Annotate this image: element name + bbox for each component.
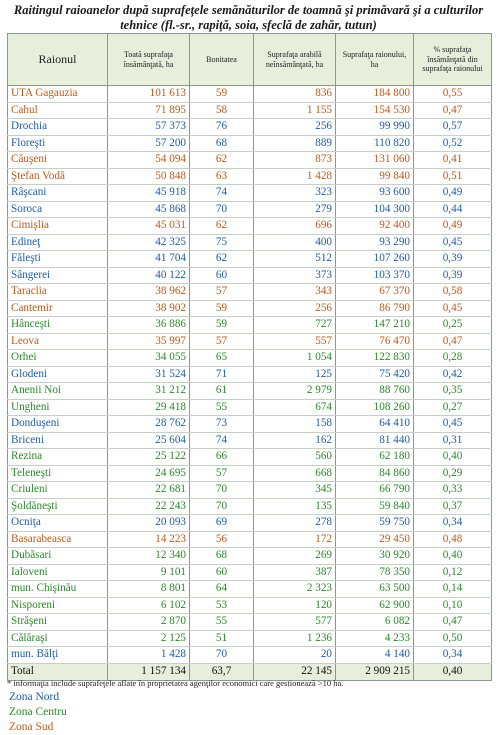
percent-cell: 0,34 (414, 515, 492, 532)
raion-name: Drochia (8, 119, 108, 136)
percent-cell: 0,14 (414, 581, 492, 598)
total-area-cell: 25 604 (108, 432, 190, 449)
raion-area-cell: 81 440 (336, 432, 414, 449)
table-row (8, 317, 492, 334)
unsown-cell: 135 (254, 498, 336, 515)
table-row (8, 614, 492, 631)
percent-cell: 0,10 (414, 597, 492, 614)
raion-name: Edineţ (8, 234, 108, 251)
bonitate-cell: 74 (190, 185, 254, 202)
table-row (8, 102, 492, 119)
table-row (8, 267, 492, 284)
raion-name: Şoldăneşti (8, 498, 108, 515)
unsown-cell: 256 (254, 300, 336, 317)
bonitate-cell: 62 (190, 251, 254, 268)
raion-name: Râşcani (8, 185, 108, 202)
bonitate-cell: 61 (190, 383, 254, 400)
unsown-cell: 172 (254, 531, 336, 548)
total-area-cell: 24 695 (108, 465, 190, 482)
bonitate-cell: 70 (190, 201, 254, 218)
raion-name: Sângerei (8, 267, 108, 284)
unsown-cell: 120 (254, 597, 336, 614)
bonitate-cell: 73 (190, 416, 254, 433)
raion-area-cell: 86 790 (336, 300, 414, 317)
table-row (8, 119, 492, 136)
percent-cell: 0,35 (414, 383, 492, 400)
total-area-cell: 28 762 (108, 416, 190, 433)
percent-cell: 0,49 (414, 185, 492, 202)
total-label: Total (8, 663, 108, 680)
total-area-cell: 36 886 (108, 317, 190, 334)
total-area-cell: 25 122 (108, 449, 190, 466)
unsown-cell: 256 (254, 119, 336, 136)
unsown-cell: 1 054 (254, 350, 336, 367)
unsown-cell: 387 (254, 564, 336, 581)
total-area-cell: 22 243 (108, 498, 190, 515)
percent-cell: 0,51 (414, 168, 492, 185)
table-row (8, 432, 492, 449)
percent-cell: 0,50 (414, 630, 492, 647)
bonitate-cell: 69 (190, 515, 254, 532)
raion-area-cell: 93 600 (336, 185, 414, 202)
unsown-cell: 836 (254, 86, 336, 103)
percent-cell: 0,12 (414, 564, 492, 581)
table-row (8, 597, 492, 614)
unsown-cell: 873 (254, 152, 336, 169)
total-area-cell: 38 962 (108, 284, 190, 301)
table-row (8, 185, 492, 202)
total-area-cell: 9 101 (108, 564, 190, 581)
unsown-cell: 1 155 (254, 102, 336, 119)
bonitate-cell: 55 (190, 399, 254, 416)
unsown-cell: 1 428 (254, 168, 336, 185)
unsown-cell: 2 323 (254, 581, 336, 598)
table-row (8, 234, 492, 251)
unsown-cell: 1 236 (254, 630, 336, 647)
table-row (8, 399, 492, 416)
percent-cell: 0,37 (414, 498, 492, 515)
bonitate-cell: 55 (190, 614, 254, 631)
raion-name: Ungheni (8, 399, 108, 416)
total-area-cell: 31 524 (108, 366, 190, 383)
table-row (8, 531, 492, 548)
raion-area-cell: 6 082 (336, 614, 414, 631)
raion-name: Leova (8, 333, 108, 350)
table-row (8, 515, 492, 532)
bonitate-cell: 68 (190, 548, 254, 565)
raion-area-cell: 75 420 (336, 366, 414, 383)
unsown-cell: 162 (254, 432, 336, 449)
table-row (8, 564, 492, 581)
legend-zona-nord: Zona Nord (9, 691, 60, 703)
bonitate-cell: 74 (190, 432, 254, 449)
percent-cell: 0,40 (414, 548, 492, 565)
raion-name: Briceni (8, 432, 108, 449)
header-row (8, 34, 492, 86)
total-raion-area: 2 909 215 (336, 663, 414, 680)
table-row (8, 498, 492, 515)
bonitate-cell: 59 (190, 317, 254, 334)
table-row (8, 168, 492, 185)
percent-cell: 0,47 (414, 102, 492, 119)
table-row (8, 152, 492, 169)
raion-name: Basarabeasca (8, 531, 108, 548)
total-area-cell: 31 212 (108, 383, 190, 400)
percent-cell: 0,27 (414, 399, 492, 416)
raion-area-cell: 107 260 (336, 251, 414, 268)
header-bonitate: Bonitatea (190, 34, 254, 86)
table-row (8, 251, 492, 268)
bonitate-cell: 65 (190, 350, 254, 367)
percent-cell: 0,45 (414, 234, 492, 251)
table-row (8, 300, 492, 317)
header-percent: % suprafaţa însămânţată din suprafaţa raionului (414, 34, 492, 86)
raion-area-cell: 99 840 (336, 168, 414, 185)
raion-area-cell: 92 400 (336, 218, 414, 235)
raion-area-cell: 59 750 (336, 515, 414, 532)
unsown-cell: 668 (254, 465, 336, 482)
total-area-cell: 101 613 (108, 86, 190, 103)
raion-area-cell: 64 410 (336, 416, 414, 433)
raion-name: Orhei (8, 350, 108, 367)
raion-area-cell: 76 470 (336, 333, 414, 350)
raion-name: Cantemir (8, 300, 108, 317)
raion-area-cell: 78 350 (336, 564, 414, 581)
raion-name: Taraclia (8, 284, 108, 301)
percent-cell: 0,39 (414, 267, 492, 284)
zone-legend (9, 690, 67, 735)
header-raion-area: Suprafaţa raionului, ha (336, 34, 414, 86)
unsown-cell: 2 979 (254, 383, 336, 400)
raion-area-cell: 67 370 (336, 284, 414, 301)
raion-name: Cimişlia (8, 218, 108, 235)
unsown-cell: 557 (254, 333, 336, 350)
raion-area-cell: 88 760 (336, 383, 414, 400)
table-row (8, 383, 492, 400)
unsown-cell: 345 (254, 482, 336, 499)
raion-area-cell: 66 790 (336, 482, 414, 499)
raion-name: Nisporeni (8, 597, 108, 614)
raion-name: Donduşeni (8, 416, 108, 433)
raion-area-cell: 122 830 (336, 350, 414, 367)
table-row (8, 465, 492, 482)
percent-cell: 0,57 (414, 119, 492, 136)
raion-area-cell: 103 370 (336, 267, 414, 284)
total-area-cell: 14 223 (108, 531, 190, 548)
unsown-cell: 343 (254, 284, 336, 301)
raion-area-cell: 154 530 (336, 102, 414, 119)
raion-name: Ialoveni (8, 564, 108, 581)
percent-cell: 0,33 (414, 482, 492, 499)
raion-name: mun. Bălţi (8, 647, 108, 664)
total-area-cell: 57 373 (108, 119, 190, 136)
percent-cell: 0,31 (414, 432, 492, 449)
total-area-cell: 57 200 (108, 135, 190, 152)
percent-cell: 0,41 (414, 152, 492, 169)
percent-cell: 0,52 (414, 135, 492, 152)
total-area-cell: 40 122 (108, 267, 190, 284)
total-area-cell: 45 031 (108, 218, 190, 235)
raion-area-cell: 59 840 (336, 498, 414, 515)
bonitate-cell: 58 (190, 102, 254, 119)
unsown-cell: 323 (254, 185, 336, 202)
raion-area-cell: 99 990 (336, 119, 414, 136)
header-total-area: Toată suprafaţa însămânţată, ha (108, 34, 190, 86)
header-unsown: Suprafaţa arabilă neînsămânţată, ha (254, 34, 336, 86)
total-area-cell: 38 902 (108, 300, 190, 317)
raion-area-cell: 184 800 (336, 86, 414, 103)
raion-name: Teleneşti (8, 465, 108, 482)
bonitate-cell: 66 (190, 449, 254, 466)
unsown-cell: 20 (254, 647, 336, 664)
bonitate-cell: 75 (190, 234, 254, 251)
raion-area-cell: 62 900 (336, 597, 414, 614)
unsown-cell: 889 (254, 135, 336, 152)
bonitate-cell: 51 (190, 630, 254, 647)
table-row (8, 350, 492, 367)
table-row (8, 284, 492, 301)
raion-name: Ştefan Vodă (8, 168, 108, 185)
raion-name: Străşeni (8, 614, 108, 631)
bonitate-cell: 62 (190, 152, 254, 169)
unsown-cell: 125 (254, 366, 336, 383)
raion-area-cell: 30 920 (336, 548, 414, 565)
total-area-cell: 12 340 (108, 548, 190, 565)
raion-area-cell: 63 500 (336, 581, 414, 598)
total-area-cell: 2 125 (108, 630, 190, 647)
raion-area-cell: 147 210 (336, 317, 414, 334)
raion-name: Cahul (8, 102, 108, 119)
bonitate-cell: 70 (190, 498, 254, 515)
total-area-cell: 34 055 (108, 350, 190, 367)
percent-cell: 0,39 (414, 251, 492, 268)
raion-name: mun. Chişinău (8, 581, 108, 598)
percent-cell: 0,40 (414, 449, 492, 466)
raion-name: Căuşeni (8, 152, 108, 169)
total-area-cell: 71 895 (108, 102, 190, 119)
raion-area-cell: 29 450 (336, 531, 414, 548)
raion-name: Glodeni (8, 366, 108, 383)
unsown-cell: 560 (254, 449, 336, 466)
bonitate-cell: 71 (190, 366, 254, 383)
legend-zona-sud: Zona Sud (9, 721, 54, 733)
percent-cell: 0,28 (414, 350, 492, 367)
raion-area-cell: 4 140 (336, 647, 414, 664)
header-raion: Raionul (8, 34, 108, 86)
table-title: Raitingul raioanelor după suprafeţele semănăturilor de toamnă şi primăvară şi a culturilor tehnice (fl.-sr., rapiţă, soia, sfeclă de zahăr, tutun) (13, 3, 484, 32)
raion-name: Rezina (8, 449, 108, 466)
raion-name: Dubăsari (8, 548, 108, 565)
percent-cell: 0,34 (414, 647, 492, 664)
raion-name: Ocniţa (8, 515, 108, 532)
raion-area-cell: 84 860 (336, 465, 414, 482)
raion-name: Călăraşi (8, 630, 108, 647)
raion-name: Criuleni (8, 482, 108, 499)
bonitate-cell: 57 (190, 333, 254, 350)
percent-cell: 0,48 (414, 531, 492, 548)
table-row (8, 647, 492, 664)
raion-name: Soroca (8, 201, 108, 218)
raion-area-cell: 131 060 (336, 152, 414, 169)
total-area-cell: 50 848 (108, 168, 190, 185)
raion-area-cell: 110 820 (336, 135, 414, 152)
table-row (8, 482, 492, 499)
unsown-cell: 512 (254, 251, 336, 268)
unsown-cell: 674 (254, 399, 336, 416)
unsown-cell: 279 (254, 201, 336, 218)
raion-name: Hânceşti (8, 317, 108, 334)
table-row (8, 218, 492, 235)
total-area: 1 157 134 (108, 663, 190, 680)
bonitate-cell: 56 (190, 531, 254, 548)
bonitate-cell: 59 (190, 300, 254, 317)
percent-cell: 0,25 (414, 317, 492, 334)
total-area-cell: 45 868 (108, 201, 190, 218)
total-percent: 0,40 (414, 663, 492, 680)
unsown-cell: 727 (254, 317, 336, 334)
bonitate-cell: 68 (190, 135, 254, 152)
total-area-cell: 35 997 (108, 333, 190, 350)
unsown-cell: 373 (254, 267, 336, 284)
table-row (8, 333, 492, 350)
bonitate-cell: 76 (190, 119, 254, 136)
total-area-cell: 45 918 (108, 185, 190, 202)
total-area-cell: 41 704 (108, 251, 190, 268)
rating-table (7, 33, 492, 681)
bonitate-cell: 62 (190, 218, 254, 235)
percent-cell: 0,45 (414, 300, 492, 317)
table-row (8, 548, 492, 565)
table-row (8, 581, 492, 598)
table-row (8, 366, 492, 383)
total-area-cell: 54 094 (108, 152, 190, 169)
bonitate-cell: 64 (190, 581, 254, 598)
raion-area-cell: 4 233 (336, 630, 414, 647)
raion-area-cell: 62 180 (336, 449, 414, 466)
table-row (8, 201, 492, 218)
percent-cell: 0,47 (414, 614, 492, 631)
percent-cell: 0,45 (414, 416, 492, 433)
legend-zona-centru: Zona Centru (9, 706, 67, 718)
raion-area-cell: 108 260 (336, 399, 414, 416)
total-area-cell: 8 801 (108, 581, 190, 598)
unsown-cell: 400 (254, 234, 336, 251)
raion-area-cell: 104 300 (336, 201, 414, 218)
bonitate-cell: 57 (190, 284, 254, 301)
bonitate-cell: 60 (190, 267, 254, 284)
bonitate-cell: 59 (190, 86, 254, 103)
bonitate-cell: 70 (190, 647, 254, 664)
percent-cell: 0,47 (414, 333, 492, 350)
unsown-cell: 577 (254, 614, 336, 631)
raion-name: Anenii Noi (8, 383, 108, 400)
unsown-cell: 269 (254, 548, 336, 565)
table-row (8, 86, 492, 103)
bonitate-cell: 57 (190, 465, 254, 482)
total-bonit: 63,7 (190, 663, 254, 680)
raion-name: Făleşti (8, 251, 108, 268)
raion-name: UTA Gagauzia (8, 86, 108, 103)
bonitate-cell: 70 (190, 482, 254, 499)
total-area-cell: 1 428 (108, 647, 190, 664)
table-row (8, 416, 492, 433)
percent-cell: 0,55 (414, 86, 492, 103)
unsown-cell: 158 (254, 416, 336, 433)
percent-cell: 0,29 (414, 465, 492, 482)
unsown-cell: 696 (254, 218, 336, 235)
raion-area-cell: 93 290 (336, 234, 414, 251)
total-area-cell: 22 681 (108, 482, 190, 499)
footnote: * informaţia include suprafeţele aflate în proprietatea agenţilor economici care gestionează >10 ha. (7, 678, 344, 688)
unsown-cell: 278 (254, 515, 336, 532)
total-area-cell: 6 102 (108, 597, 190, 614)
bonitate-cell: 60 (190, 564, 254, 581)
percent-cell: 0,58 (414, 284, 492, 301)
total-unsown: 22 145 (254, 663, 336, 680)
table-row (8, 135, 492, 152)
bonitate-cell: 63 (190, 168, 254, 185)
percent-cell: 0,49 (414, 218, 492, 235)
table-body (8, 86, 492, 664)
total-area-cell: 42 325 (108, 234, 190, 251)
percent-cell: 0,42 (414, 366, 492, 383)
total-area-cell: 2 870 (108, 614, 190, 631)
bonitate-cell: 53 (190, 597, 254, 614)
raion-name: Floreşti (8, 135, 108, 152)
table-row (8, 630, 492, 647)
percent-cell: 0,44 (414, 201, 492, 218)
total-area-cell: 29 418 (108, 399, 190, 416)
total-area-cell: 20 093 (108, 515, 190, 532)
table-row (8, 449, 492, 466)
